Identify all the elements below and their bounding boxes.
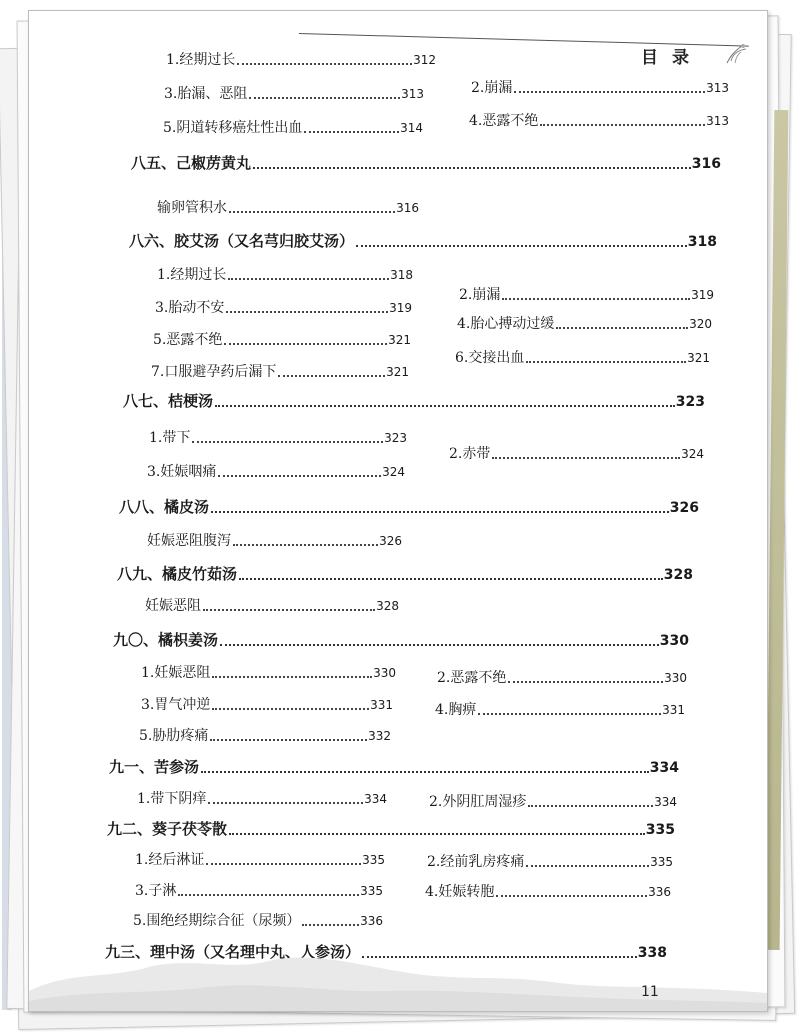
toc-entry[interactable] xyxy=(149,427,407,447)
leader-dots xyxy=(201,771,649,773)
toc-chapter[interactable] xyxy=(119,496,699,517)
leader-dots xyxy=(233,544,378,546)
entry-title: 4.妊娠转胞 xyxy=(425,884,495,900)
toc-chapter[interactable] xyxy=(117,563,693,584)
leader-dots xyxy=(229,211,395,213)
toc-entry[interactable] xyxy=(145,595,399,615)
toc-page xyxy=(28,10,768,1012)
chapter-title: 八九、橘皮竹茹汤 xyxy=(117,565,238,583)
toc-entry[interactable] xyxy=(469,110,729,130)
chapter-page: 318 xyxy=(687,234,717,250)
entry-page: 335 xyxy=(362,853,385,867)
entry-title: 3.胎漏、恶阻 xyxy=(164,86,248,102)
entry-title: 2.恶露不绝 xyxy=(437,670,507,686)
entry-title: 1.带下阴痒 xyxy=(137,791,207,807)
leader-dots xyxy=(226,311,388,313)
toc-entry[interactable] xyxy=(147,530,402,550)
leader-dots xyxy=(220,644,659,646)
toc-entry[interactable] xyxy=(157,197,419,217)
leader-dots xyxy=(278,375,385,377)
toc-entry[interactable] xyxy=(133,910,383,930)
chapter-title: 九三、理中汤（又名理中丸、人参汤） xyxy=(105,943,361,961)
entry-title: 5.阴道转移癌灶性出血 xyxy=(163,120,303,136)
entry-title: 4.胎心搏动过缓 xyxy=(457,316,555,332)
leader-dots xyxy=(192,441,383,443)
entry-title: 1.经期过长 xyxy=(157,267,227,283)
toc-entry[interactable] xyxy=(459,284,714,304)
entry-title: 妊娠恶阻腹泻 xyxy=(147,533,231,549)
entry-page: 314 xyxy=(400,121,423,135)
chapter-title: 八六、胶艾汤（又名芎归胶艾汤） xyxy=(129,232,355,250)
entry-title: 6.交接出血 xyxy=(455,350,525,366)
leader-dots xyxy=(178,894,359,896)
leader-dots xyxy=(237,63,412,65)
leader-dots xyxy=(304,131,399,133)
leader-dots xyxy=(224,343,387,345)
chapter-title: 八八、橘皮汤 xyxy=(119,498,210,516)
toc-entry[interactable] xyxy=(471,77,729,97)
entry-page: 334 xyxy=(364,792,387,806)
entry-page: 335 xyxy=(650,855,673,869)
entry-page: 332 xyxy=(368,729,391,743)
entry-page: 313 xyxy=(706,81,729,95)
leader-dots xyxy=(253,167,691,169)
entry-page: 316 xyxy=(396,201,419,215)
entry-page: 326 xyxy=(379,534,402,548)
entry-title: 4.恶露不绝 xyxy=(469,113,539,129)
leader-dots xyxy=(203,609,375,611)
entry-page: 313 xyxy=(706,114,729,128)
leader-dots xyxy=(508,681,663,683)
leader-dots xyxy=(228,278,389,280)
entry-title: 3.胎动不安 xyxy=(155,300,225,316)
entry-title: 2.崩漏 xyxy=(459,287,501,303)
page-number: 11 xyxy=(641,984,659,1000)
entry-title: 1.经后淋证 xyxy=(135,852,205,868)
orchid-icon xyxy=(723,41,749,67)
leader-dots xyxy=(540,124,705,126)
toc-chapter[interactable] xyxy=(107,818,675,839)
entry-title: 2.赤带 xyxy=(449,446,491,462)
entry-title: 3.子淋 xyxy=(135,883,177,899)
toc-entry[interactable] xyxy=(135,880,383,900)
leader-dots xyxy=(502,298,690,300)
toc-entry[interactable] xyxy=(151,361,409,381)
leader-dots xyxy=(239,578,663,580)
entry-page: 321 xyxy=(386,365,409,379)
entry-title: 7.口服避孕药后漏下 xyxy=(151,364,277,380)
chapter-page: 323 xyxy=(675,394,705,410)
leader-dots xyxy=(556,327,688,329)
entry-title: 3.胃气冲逆 xyxy=(141,697,211,713)
toc-entry[interactable] xyxy=(139,725,391,745)
toc-entry[interactable] xyxy=(153,329,411,349)
chapter-page: 338 xyxy=(637,945,667,961)
entry-page: 331 xyxy=(662,703,685,717)
toc-entry[interactable] xyxy=(166,49,436,69)
toc-entry[interactable] xyxy=(455,347,710,367)
chapter-page: 335 xyxy=(645,822,675,838)
entry-page: 330 xyxy=(664,671,687,685)
leader-dots xyxy=(210,739,367,741)
toc-entry[interactable] xyxy=(427,851,673,871)
entry-title: 2.外阴肛周湿疹 xyxy=(429,794,527,810)
toc-entry[interactable] xyxy=(141,694,393,714)
toc-entry[interactable] xyxy=(435,699,685,719)
toc-entry[interactable] xyxy=(429,791,677,811)
chapter-title: 八五、己椒苈黄丸 xyxy=(131,154,252,172)
toc-entry[interactable] xyxy=(449,443,704,463)
chapter-page: 334 xyxy=(649,760,679,776)
entry-title: 输卵管积水 xyxy=(157,200,227,216)
chapter-page: 326 xyxy=(669,500,699,516)
toc-chapter[interactable] xyxy=(131,152,721,173)
toc-entry[interactable] xyxy=(135,849,385,869)
entry-title: 1.妊娠恶阻 xyxy=(141,665,211,681)
toc-entry[interactable] xyxy=(437,667,687,687)
toc-chapter[interactable] xyxy=(129,230,717,251)
entry-page: 312 xyxy=(413,53,436,67)
toc-chapter[interactable] xyxy=(109,756,679,777)
leader-dots xyxy=(496,895,647,897)
leader-dots xyxy=(208,802,363,804)
leader-dots xyxy=(212,676,372,678)
entry-page: 336 xyxy=(648,885,671,899)
leader-dots xyxy=(302,924,359,926)
toc-entry[interactable] xyxy=(164,83,424,103)
entry-page: 319 xyxy=(389,301,412,315)
entry-title: 1.经期过长 xyxy=(166,52,236,68)
entry-title: 5.围绝经期综合征（尿频） xyxy=(133,913,301,929)
entry-page: 336 xyxy=(360,914,383,928)
leader-dots xyxy=(356,245,687,247)
leader-dots xyxy=(218,475,381,477)
chapter-title: 九一、苦参汤 xyxy=(109,758,200,776)
entry-page: 319 xyxy=(691,288,714,302)
toc-entry[interactable] xyxy=(163,117,423,137)
entry-title: 2.崩漏 xyxy=(471,80,513,96)
entry-page: 320 xyxy=(689,317,712,331)
leader-dots xyxy=(212,708,369,710)
entry-title: 2.经前乳房疼痛 xyxy=(427,854,525,870)
entry-title: 5.胁肋疼痛 xyxy=(139,728,209,744)
entry-title: 妊娠恶阻 xyxy=(145,598,201,614)
leader-dots xyxy=(514,91,705,93)
entry-title: 1.带下 xyxy=(149,430,191,446)
leader-dots xyxy=(211,511,669,513)
leader-dots xyxy=(478,713,661,715)
entry-page: 313 xyxy=(401,87,424,101)
entry-page: 334 xyxy=(654,795,677,809)
leader-dots xyxy=(492,457,680,459)
toc-entry[interactable] xyxy=(457,313,712,333)
chapter-title: 八七、桔梗汤 xyxy=(123,392,214,410)
toc-chapter[interactable] xyxy=(113,629,689,650)
entry-page: 331 xyxy=(370,698,393,712)
chapter-page: 316 xyxy=(691,156,721,172)
entry-title: 4.胸痹 xyxy=(435,702,477,718)
entry-page: 328 xyxy=(376,599,399,613)
toc-chapter[interactable] xyxy=(123,390,705,411)
toc-entry[interactable] xyxy=(141,662,396,682)
entry-page: 324 xyxy=(681,447,704,461)
entry-page: 330 xyxy=(373,666,396,680)
entry-page: 324 xyxy=(382,465,405,479)
leader-dots xyxy=(215,405,675,407)
leader-dots xyxy=(229,833,645,835)
entry-title: 5.恶露不绝 xyxy=(153,332,223,348)
leader-dots xyxy=(249,97,400,99)
entry-page: 335 xyxy=(360,884,383,898)
toc-entry[interactable] xyxy=(147,461,405,481)
leader-dots xyxy=(526,865,649,867)
toc-entry[interactable] xyxy=(157,264,413,284)
leader-dots xyxy=(528,805,653,807)
page-title: 目录 xyxy=(641,48,703,68)
leader-dots xyxy=(526,361,686,363)
entry-page: 321 xyxy=(687,351,710,365)
entry-title: 3.妊娠咽痛 xyxy=(147,464,217,480)
chapter-title: 九〇、橘枳姜汤 xyxy=(113,631,219,649)
toc-entry[interactable] xyxy=(155,297,412,317)
toc-entry[interactable] xyxy=(137,788,387,808)
entry-page: 318 xyxy=(390,268,413,282)
entry-page: 321 xyxy=(388,333,411,347)
toc-entry[interactable] xyxy=(425,881,671,901)
chapter-title: 九二、葵子茯苓散 xyxy=(107,820,228,838)
chapter-page: 328 xyxy=(663,567,693,583)
leader-dots xyxy=(206,863,361,865)
entry-page: 323 xyxy=(384,431,407,445)
chapter-page: 330 xyxy=(659,633,689,649)
